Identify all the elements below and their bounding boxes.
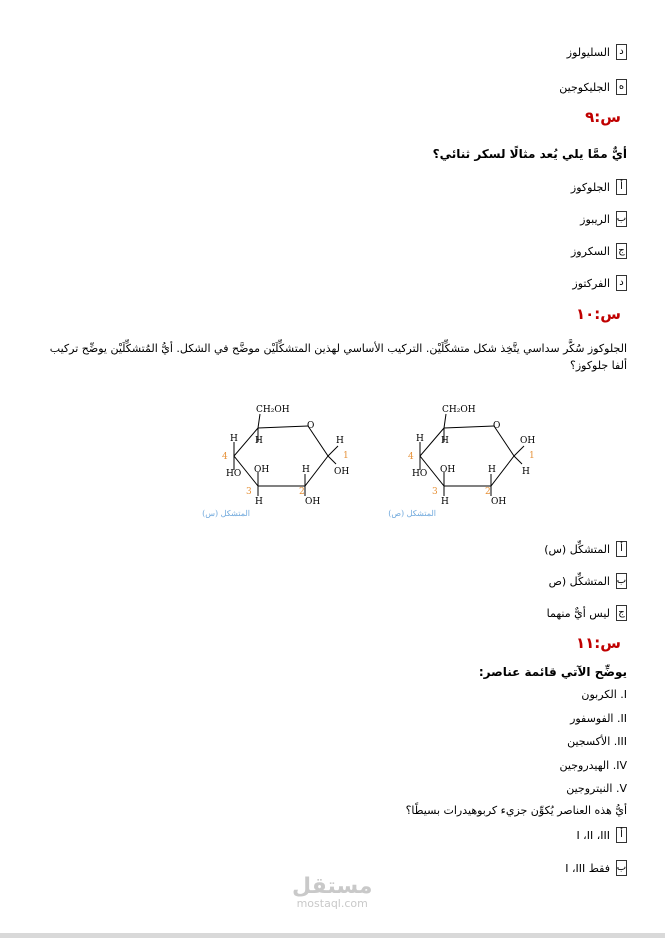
list-text: النيتروجين	[566, 782, 613, 795]
list-number: V.	[615, 782, 627, 795]
option-text: الجليكوجين	[559, 80, 610, 94]
h-label: H	[230, 434, 238, 444]
h-label: H	[336, 436, 344, 446]
anomer-left	[202, 405, 349, 518]
element-list-item	[566, 782, 627, 795]
oh-label: OH	[305, 497, 321, 507]
option-text: السليولوز	[566, 45, 610, 59]
page-bottom-border	[0, 933, 665, 938]
h-label: H	[522, 467, 530, 477]
caption-left: المتشكل (س)	[202, 509, 250, 518]
q9-option-b[interactable]	[580, 211, 627, 227]
h-label: H	[488, 465, 496, 475]
carbon-number: 1	[343, 451, 349, 461]
q10-question: الجلوكوز سُكَّر سداسي يتَّخِذ شكل متشكِّلَيْن. التركيب الأساسي لهذين المتشكِّلَيْن موضَّح في الشكل. أيُّ المُتشكِّلَيْن يوضِّح تركيب ألفا جلوكوز؟	[49, 342, 627, 372]
list-number: III.	[613, 735, 627, 748]
ch2oh-label: CH₂OH	[256, 405, 290, 415]
carbon-number: 4	[222, 452, 228, 462]
ring-oxygen: O	[307, 421, 315, 431]
option-letter-box: د	[616, 44, 627, 60]
option-text: الريبوز	[580, 212, 610, 226]
carbon-number: 3	[432, 487, 438, 497]
watermark-latin: mostaql.com	[296, 897, 368, 910]
option-letter-box: ب	[616, 573, 627, 589]
list-text: الأكسجين	[567, 735, 611, 748]
q10-option-b[interactable]	[549, 573, 627, 589]
option-letter-box: ب	[616, 211, 627, 227]
option-text: المتشكِّل (ص	[548, 574, 610, 588]
q8-option-d[interactable]	[567, 44, 627, 60]
option-text: المتشكِّل (س)	[544, 542, 610, 556]
element-list-item	[560, 759, 627, 772]
q9-question: أيٌّ ممَّا يلي يُعد مثالًا لسكر ثنائي؟	[432, 147, 627, 161]
list-text: الكربون	[581, 688, 617, 701]
q10-number: س:١٠	[575, 305, 621, 323]
q9-option-a[interactable]	[571, 179, 627, 195]
anomer-right	[388, 405, 535, 518]
oh-label: OH	[254, 465, 270, 475]
watermark-arabic: مستقل	[292, 874, 373, 899]
oh-label: OH	[520, 436, 536, 446]
option-text: I ،II ،III	[576, 828, 610, 842]
q9-number: س:٩	[585, 108, 621, 126]
q11-question: أيُّ هذه العناصر يُكوِّن جزيء كربوهيدرات بسيطًا؟	[405, 804, 627, 817]
element-list-item	[567, 735, 627, 748]
h-label: H	[255, 436, 263, 446]
q10-option-a[interactable]	[544, 541, 627, 557]
q11-option-a[interactable]	[576, 827, 627, 843]
q9-option-c[interactable]	[571, 243, 627, 259]
ch2oh-label: CH₂OH	[442, 405, 476, 415]
list-text: الفوسفور	[570, 712, 614, 725]
oh-label: OH	[334, 467, 350, 477]
h-label: H	[441, 436, 449, 446]
q11-option-b[interactable]	[565, 860, 627, 876]
carbon-number: 2	[485, 487, 491, 497]
option-letter-box: أ	[616, 827, 627, 843]
q11-number: س:١١	[575, 634, 621, 652]
caption-right: المتشكل (ص)	[388, 509, 436, 518]
carbon-number: 4	[408, 452, 414, 462]
ho-label: HO	[412, 469, 428, 479]
option-text: الجلوكوز	[570, 180, 610, 194]
carbon-number: 2	[299, 487, 305, 497]
q8-option-e[interactable]	[559, 79, 627, 95]
q10-option-c[interactable]	[547, 605, 627, 621]
carbon-number: 3	[246, 487, 252, 497]
q11-intro: يوضِّح الآتي قائمة عناصر:	[478, 665, 627, 679]
element-list-item	[581, 688, 627, 701]
option-letter-box: ج	[616, 605, 627, 621]
list-text: الهيدروجين	[559, 759, 610, 772]
option-letter-box: أ	[616, 541, 627, 557]
list-number: II.	[617, 712, 627, 725]
ho-label: HO	[226, 469, 242, 479]
h-label: H	[255, 497, 263, 507]
list-number: I.	[620, 688, 627, 701]
oh-label: OH	[440, 465, 456, 475]
mostaql-watermark	[292, 874, 372, 910]
carbon-number: 1	[529, 451, 535, 461]
glucose-anomers-figure	[202, 398, 550, 523]
option-text: I ،III فقط	[565, 861, 610, 875]
list-number: IV.	[612, 759, 627, 772]
h-label: H	[416, 434, 424, 444]
option-text: الفركتوز	[572, 276, 610, 290]
option-text: ليس أيٌّ منهما	[546, 606, 610, 620]
h-label: H	[302, 465, 310, 475]
h-label: H	[441, 497, 449, 507]
ring-oxygen: O	[493, 421, 501, 431]
oh-label: OH	[491, 497, 507, 507]
option-letter-box: ب	[616, 860, 627, 876]
element-list-item	[570, 712, 627, 725]
q9-option-d[interactable]	[572, 275, 627, 291]
option-letter-box: د	[616, 275, 627, 291]
option-letter-box: ه	[616, 79, 627, 95]
option-letter-box: ج	[616, 243, 627, 259]
option-text: السكروز	[571, 244, 610, 258]
option-letter-box: أ	[616, 179, 627, 195]
